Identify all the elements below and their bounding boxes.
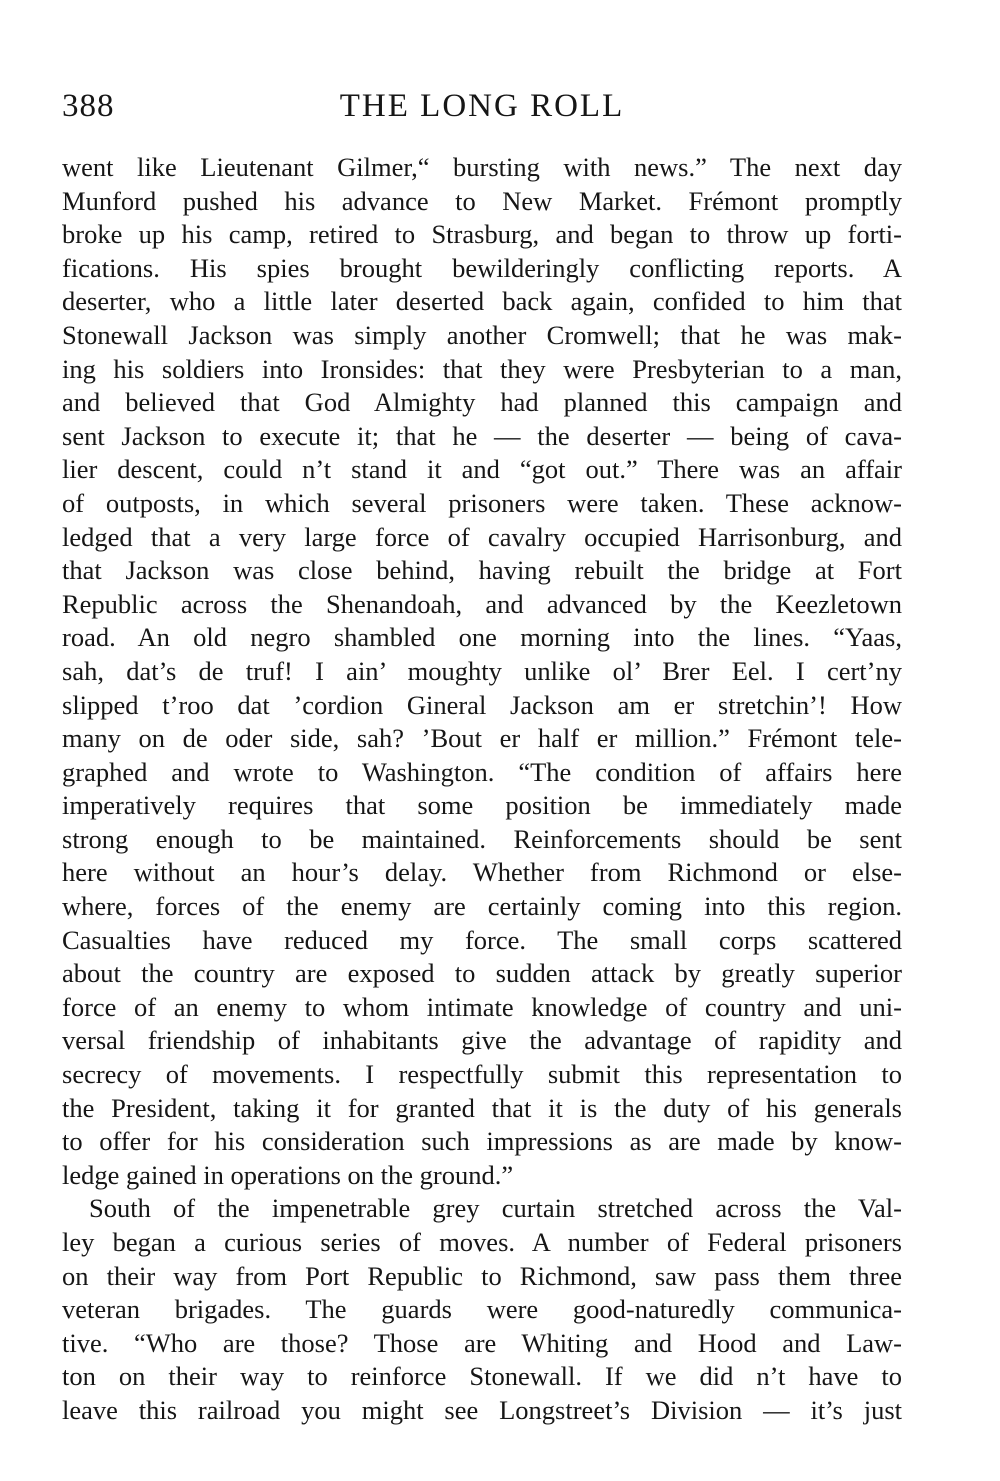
text-line: broke up his camp, retired to Strasburg, and began to throw up forti- — [62, 219, 902, 250]
text-line: secrecy of movements. I respectfully submit this representation to — [62, 1059, 902, 1090]
text-line: about the country are exposed to sudden attack by greatly superior — [62, 958, 902, 989]
text-line: here without an hour’s delay. Whether from Richmond or else- — [62, 857, 902, 888]
text-line: on their way from Port Republic to Richmond, saw pass them three — [62, 1260, 902, 1291]
text-line: Stonewall Jackson was simply another Cromwell; that he was mak- — [62, 319, 902, 350]
text-line: ledged that a very large force of cavalry occupied Harrisonburg, and — [62, 521, 902, 552]
text-line: road. An old negro shambled one morning into the lines. “Yaas, — [62, 622, 902, 653]
text-line: where, forces of the enemy are certainly coming into this region. — [62, 891, 902, 922]
text-line: imperatively requires that some position be immediately made — [62, 790, 902, 821]
text-line: to offer for his consideration such impressions as are made by know- — [62, 1126, 902, 1157]
text-line: sent Jackson to execute it; that he — the deserter — being of cava- — [62, 420, 902, 451]
text-line: sah, dat’s de truf! I ain’ moughty unlike ol’ Brer Eel. I cert’ny — [62, 655, 902, 686]
text-line: of outposts, in which several prisoners were taken. These acknow- — [62, 487, 902, 518]
text-line: leave this railroad you might see Longstreet’s Division — it’s just — [62, 1394, 902, 1425]
text-line: went like Lieutenant Gilmer,“ bursting with news.” The next day — [62, 152, 902, 182]
body-text — [62, 151, 902, 1428]
text-line: ton on their way to reinforce Stonewall. If we did n’t have to — [62, 1361, 902, 1392]
text-line: ing his soldiers into Ironsides: that they were Presbyterian to a man, — [62, 353, 902, 384]
text-line: many on de oder side, sah? ’Bout er half er million.” Frémont tele- — [62, 723, 902, 754]
running-title: THE LONG ROLL — [339, 88, 625, 124]
text-line: Republic across the Shenandoah, and advanced by the Keezletown — [62, 588, 902, 619]
running-head — [62, 84, 902, 134]
text-line: lier descent, could n’t stand it and “got out.” There was an affair — [62, 454, 902, 485]
text-line: versal friendship of inhabitants give the advantage of rapidity and — [62, 1025, 902, 1056]
text-line: Casualties have reduced my force. The small corps scattered — [62, 924, 902, 955]
text-line: force of an enemy to whom intimate knowledge of country and uni- — [62, 991, 902, 1022]
text-line: strong enough to be maintained. Reinforcements should be sent — [62, 823, 902, 854]
text-line: veteran brigades. The guards were good-naturedly communica- — [62, 1294, 902, 1325]
page-number: 388 — [62, 88, 115, 124]
text-line: graphed and wrote to Washington. “The condition of affairs here — [62, 756, 902, 787]
text-line: tive. “Who are those? Those are Whiting and Hood and Law- — [62, 1327, 902, 1358]
text-line: that Jackson was close behind, having rebuilt the bridge at Fort — [62, 555, 902, 586]
text-line: slipped t’roo dat ’cordion Gineral Jackson am er stretchin’! How — [62, 689, 902, 720]
text-line: ledge gained in operations on the ground.” — [62, 1159, 514, 1190]
text-line: fications. His spies brought bewilderingly conflicting reports. A — [62, 252, 902, 283]
text-line: South of the impenetrable grey curtain stretched across the Val- — [89, 1193, 902, 1224]
text-line: ley began a curious series of moves. A number of Federal prisoners — [62, 1227, 902, 1257]
text-line: deserter, who a little later deserted back again, confided to him that — [62, 286, 902, 317]
text-line: the President, taking it for granted that it is the duty of his generals — [62, 1092, 902, 1123]
text-line: Munford pushed his advance to New Market. Frémont promptly — [62, 185, 902, 216]
text-line: and believed that God Almighty had planned this campaign and — [62, 387, 902, 418]
